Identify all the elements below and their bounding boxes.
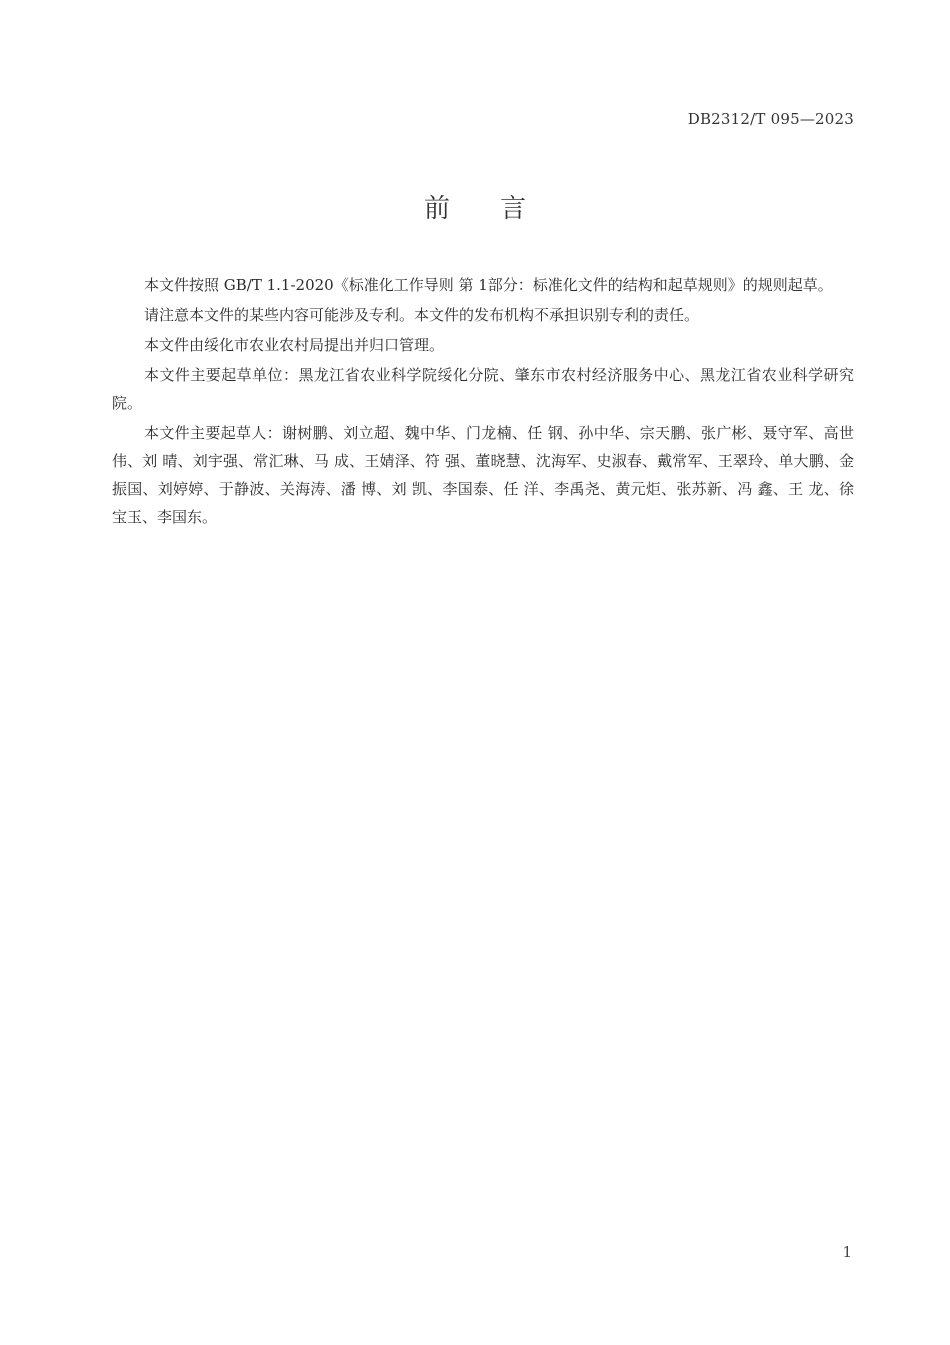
paragraph-drafters: 本文件主要起草人：谢树鹏、刘立超、魏中华、门龙楠、任 钢、孙中华、宗天鹏、张广彬、聂守军、高世伟、刘 晴、刘宇强、常汇琳、马 成、王婧泽、符 强、董晓慧、沈海军、史淑春、戴常军、王翠玲、单大鹏、金振国、刘婷婷、于静波、关海涛、潘 博、刘 凯、李国泰、任 洋、李禹尧、黄元炬、张苏新、冯 鑫、王 龙、徐宝玉、李国东。 [112, 424, 854, 526]
page-title: 前言 [423, 194, 576, 224]
foreword-body [112, 271, 854, 533]
paragraph-drafting-units: 本文件主要起草单位：黑龙江省农业科学院绥化分院、肇东市农村经济服务中心、黑龙江省农业科学研究院。 [112, 366, 854, 412]
document-id: DB2312/T 095—2023 [687, 110, 854, 128]
paragraph-patent-notice: 请注意本文件的某些内容可能涉及专利。本文件的发布机构不承担识别专利的责任。 [144, 306, 700, 324]
page-number: 1 [842, 1243, 852, 1261]
paragraph-proposer: 本文件由绥化市农业农村局提出并归口管理。 [144, 336, 445, 354]
paragraph-drafting-rules: 本文件按照 GB/T 1.1-2020《标准化工作导则 第 1部分：标准化文件的结构和起草规则》的规则起草。 [144, 276, 833, 294]
